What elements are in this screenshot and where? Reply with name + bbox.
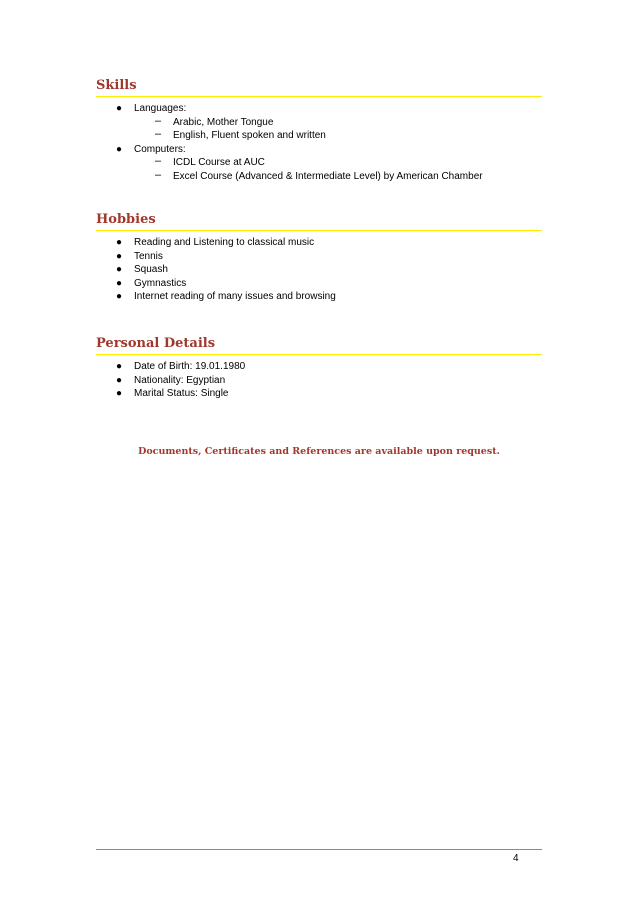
skills-list bbox=[96, 102, 542, 184]
dash-icon: – bbox=[155, 114, 162, 127]
list-item bbox=[96, 263, 542, 277]
skills-rule bbox=[96, 96, 542, 97]
sub-item-text: Excel Course (Advanced & Intermediate Level) by American Chamber bbox=[173, 170, 483, 182]
hobby-text: Tennis bbox=[134, 250, 163, 262]
sub-item-text: English, Fluent spoken and written bbox=[173, 130, 326, 142]
sub-item-text: Arabic, Mother Tongue bbox=[173, 116, 274, 128]
list-item bbox=[134, 129, 542, 143]
dash-icon: – bbox=[155, 168, 162, 181]
personal-list bbox=[96, 360, 542, 401]
list-item bbox=[96, 277, 542, 291]
hobbies-list bbox=[96, 236, 542, 304]
skill-label-languages: Languages: bbox=[134, 103, 187, 114]
languages-sublist bbox=[134, 116, 542, 143]
bullet-icon: ● bbox=[116, 264, 123, 276]
hobby-text: Internet reading of many issues and browsing bbox=[134, 291, 336, 303]
personal-section bbox=[96, 336, 542, 401]
list-item bbox=[134, 170, 542, 184]
list-item bbox=[134, 116, 542, 130]
dash-icon: – bbox=[155, 155, 162, 168]
hobbies-rule bbox=[96, 230, 542, 231]
list-item bbox=[96, 236, 542, 250]
bullet-icon: ● bbox=[116, 250, 123, 262]
personal-text: Nationality: Egyptian bbox=[134, 374, 226, 386]
bullet-icon: ● bbox=[116, 374, 123, 386]
list-item bbox=[96, 360, 542, 374]
personal-text: Date of Birth: 19.01.1980 bbox=[134, 361, 246, 372]
computers-sublist bbox=[134, 156, 542, 183]
footer-divider bbox=[96, 849, 542, 850]
list-item bbox=[96, 374, 542, 388]
personal-rule bbox=[96, 354, 542, 355]
list-item bbox=[96, 387, 542, 401]
hobbies-section bbox=[96, 212, 542, 304]
bullet-icon: ● bbox=[116, 143, 123, 155]
availability-note: Documents, Certificates and References are available upon request. bbox=[138, 446, 500, 457]
sub-item-text: ICDL Course at AUC bbox=[173, 157, 265, 169]
list-item bbox=[134, 156, 542, 170]
bullet-icon: ● bbox=[116, 388, 123, 400]
list-item bbox=[96, 143, 542, 184]
personal-text: Marital Status: Single bbox=[134, 388, 229, 400]
skills-section bbox=[96, 78, 542, 184]
hobby-text: Squash bbox=[134, 264, 168, 276]
hobby-text: Reading and Listening to classical music bbox=[134, 237, 315, 248]
bullet-icon: ● bbox=[116, 361, 123, 372]
personal-heading: Personal Details bbox=[96, 336, 216, 351]
bullet-icon: ● bbox=[116, 277, 123, 289]
list-item bbox=[96, 290, 542, 304]
page-number: 4 bbox=[513, 853, 519, 864]
hobby-text: Gymnastics bbox=[134, 277, 187, 289]
skill-label-computers: Computers: bbox=[134, 143, 186, 155]
list-item bbox=[96, 102, 542, 143]
bullet-icon: ● bbox=[116, 291, 123, 303]
skills-heading: Skills bbox=[96, 78, 137, 93]
list-item bbox=[96, 250, 542, 264]
hobbies-heading: Hobbies bbox=[96, 212, 156, 227]
bullet-icon: ● bbox=[116, 237, 123, 248]
bullet-icon: ● bbox=[116, 103, 123, 114]
dash-icon: – bbox=[155, 128, 162, 141]
